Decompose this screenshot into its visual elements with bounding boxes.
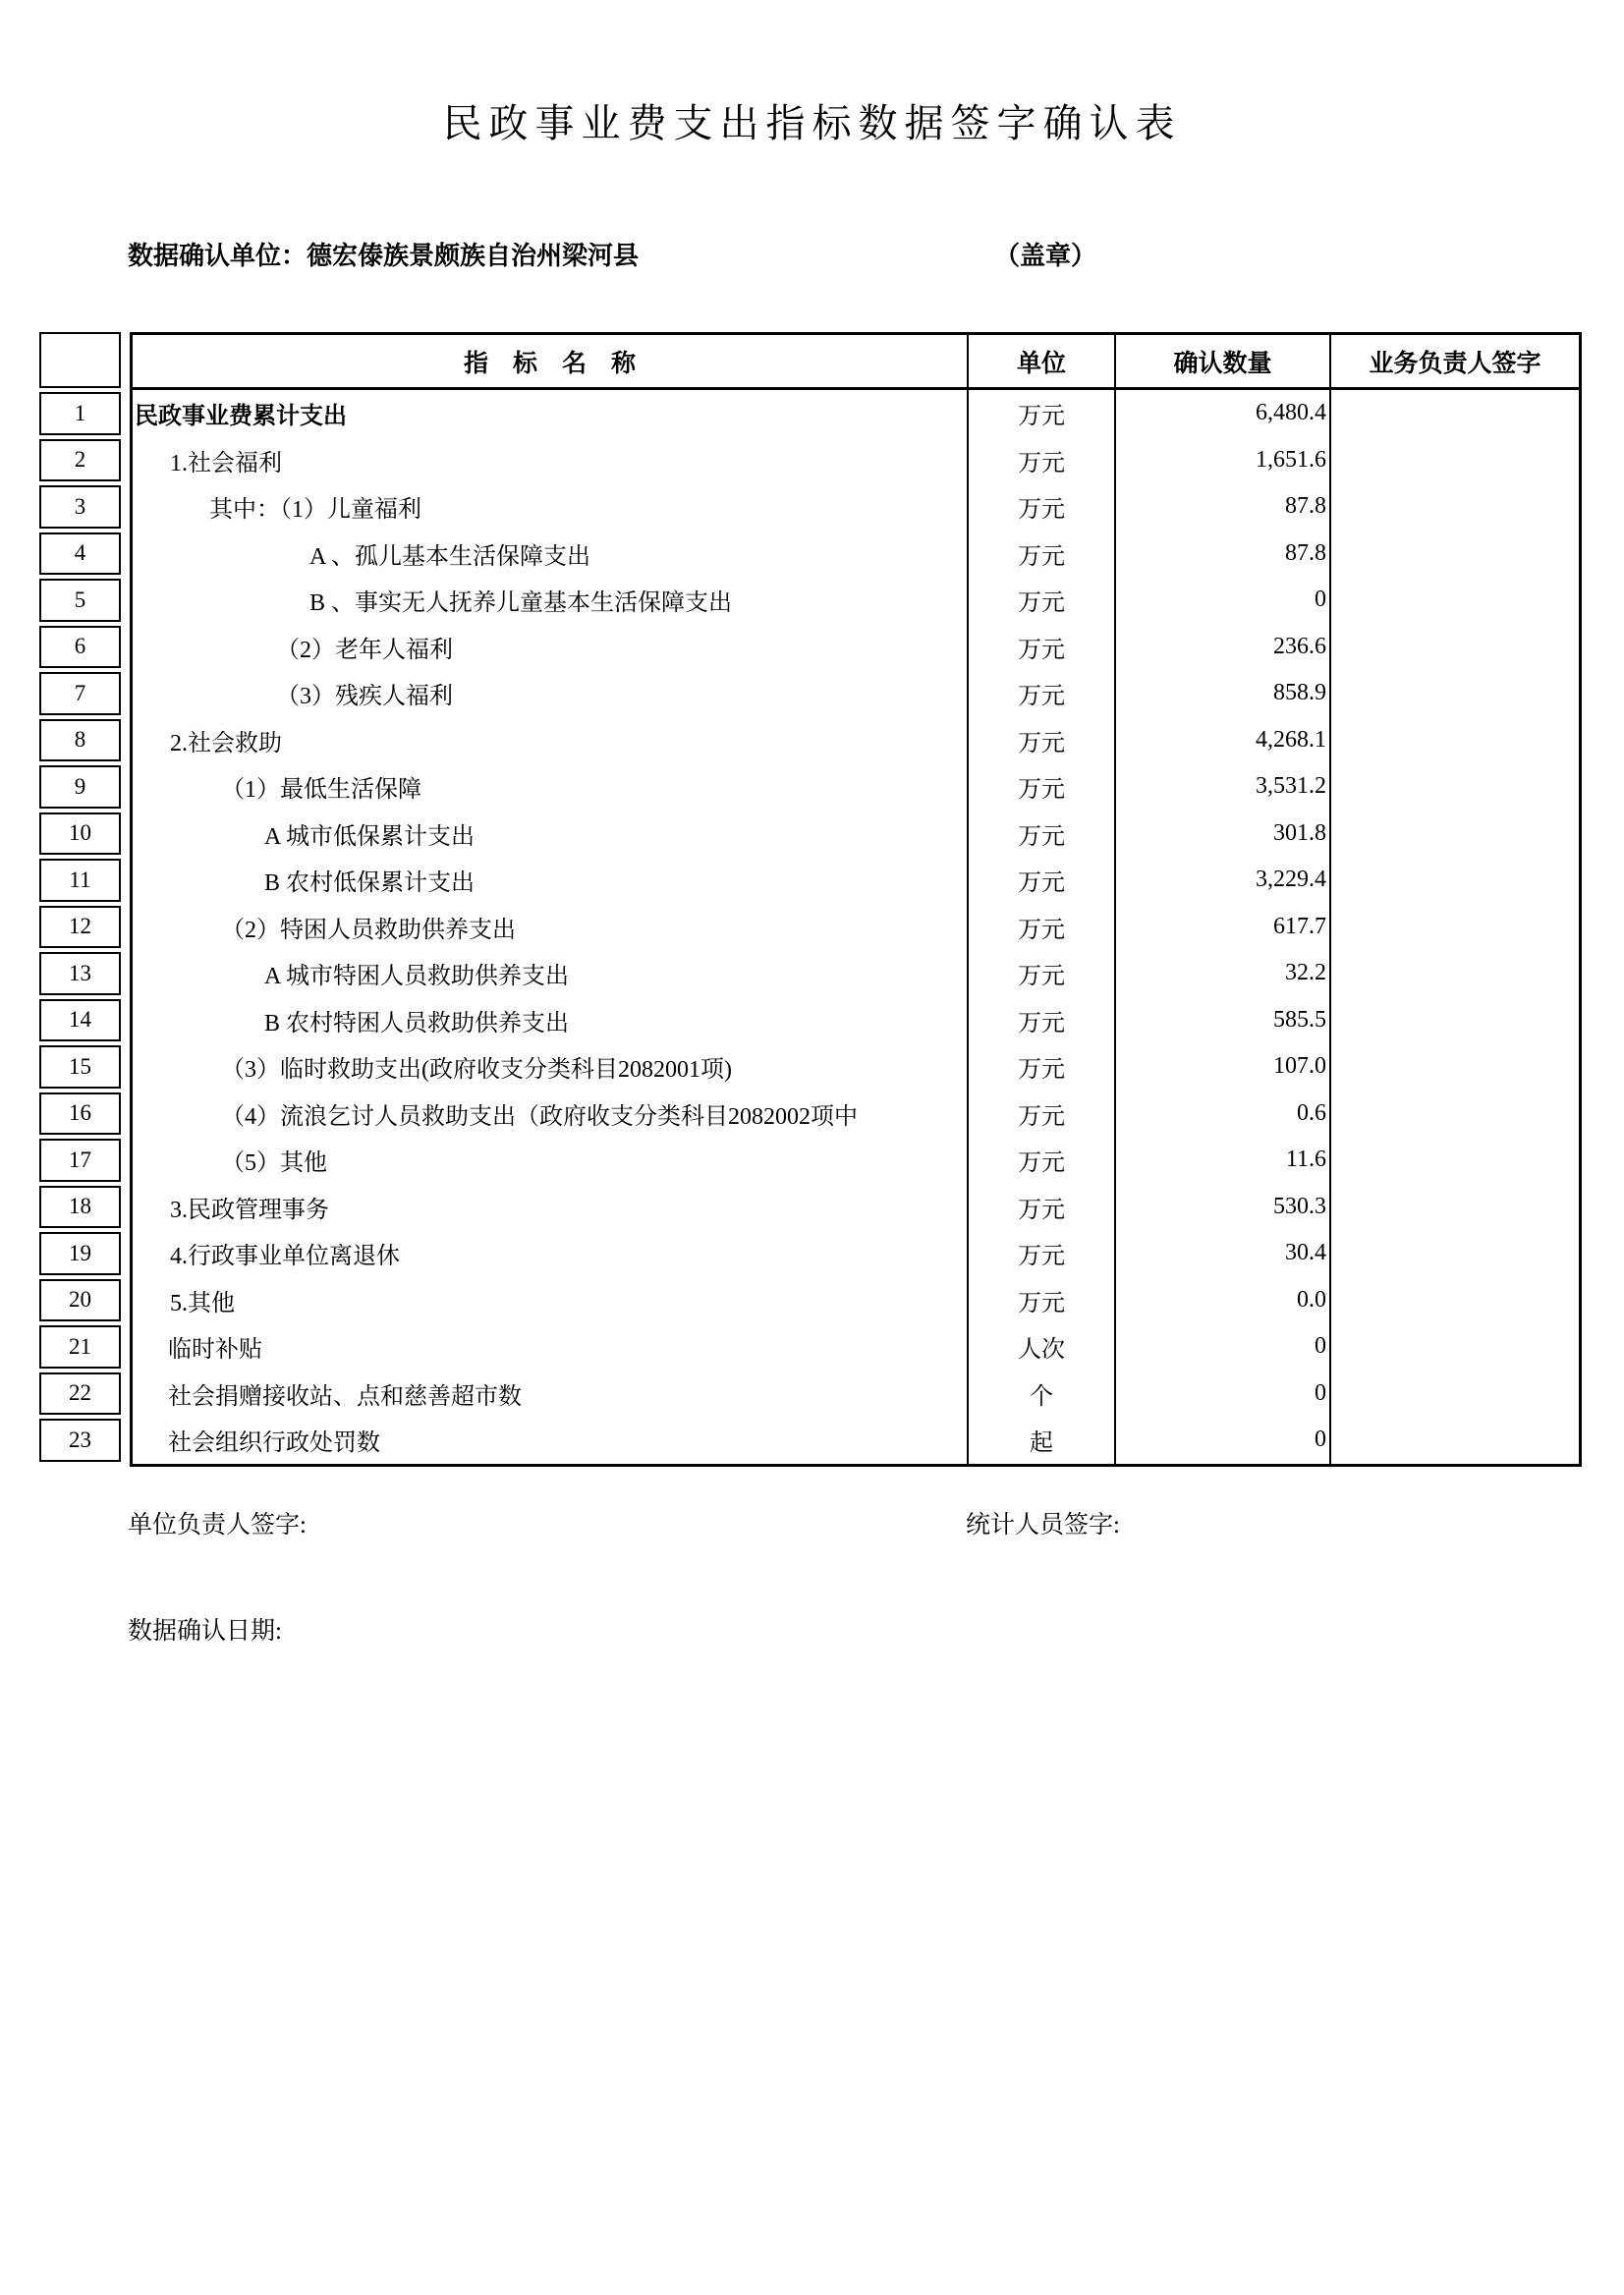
row-number: 4 [39,532,121,576]
row-number: 22 [39,1372,121,1416]
row-number: 5 [39,579,121,622]
quantity-cell: 858.9 [1273,680,1326,706]
quantity-cell: 11.6 [1285,1147,1326,1173]
header-quantity: 确认数量 [1116,335,1331,387]
quantity-cell: 87.8 [1285,493,1326,520]
row-number: 15 [39,1045,121,1089]
unit-leader-signature-label: 单位负责人签字: [128,1512,307,1539]
unit-cell: 万元 [1018,1057,1065,1084]
quantity-cell: 0 [1315,1427,1326,1453]
row-number: 12 [39,906,121,949]
unit-cell: 万元 [1018,497,1065,524]
confirm-unit-label: 数据确认单位： [128,242,308,270]
quantity-cell: 4,268.1 [1256,726,1326,753]
indicator-name-column [133,390,969,1464]
unit-cell: 万元 [1018,777,1065,804]
quantity-cell: 0 [1315,587,1326,613]
unit-cell: 万元 [1018,1010,1065,1036]
quantity-cell: 530.3 [1273,1193,1326,1219]
indicator-name-cell: 1.社会福利 [170,450,282,476]
unit-cell: 万元 [1018,823,1065,850]
row-number-header-cell [39,332,121,388]
quantity-column [1116,390,1331,1464]
quantity-cell: 3,531.2 [1256,773,1326,800]
confirm-unit-value: 德宏傣族景颇族自治州梁河县 [307,242,640,270]
confirm-unit-line [128,236,639,272]
row-number: 6 [39,626,121,669]
indicator-name-cell: （2）老年人福利 [276,637,453,663]
quantity-cell: 585.5 [1273,1006,1326,1033]
header-unit: 单位 [969,335,1116,387]
quantity-cell: 0 [1315,1333,1326,1360]
quantity-cell: 30.4 [1285,1240,1326,1266]
quantity-cell: 32.2 [1285,960,1326,986]
row-number: 19 [39,1232,121,1275]
seal-label: （盖章） [994,242,1097,270]
unit-cell: 万元 [1018,1244,1065,1270]
table-main [130,332,1582,1467]
unit-cell: 万元 [1018,1150,1065,1177]
unit-cell: 万元 [1018,637,1065,663]
quantity-cell: 236.6 [1273,633,1326,659]
unit-cell: 万元 [1018,450,1065,476]
row-number-cells [39,392,121,1462]
indicator-name-cell: （3）临时救助支出(政府收支分类科目2082001项) [221,1057,732,1084]
quantity-cell: 3,229.4 [1256,867,1326,893]
row-number: 2 [39,439,121,482]
quantity-cell: 0.6 [1297,1099,1326,1126]
unit-cell: 万元 [1018,1103,1065,1130]
quantity-cell: 0.0 [1297,1286,1326,1313]
unit-cell: 万元 [1018,404,1065,430]
row-number: 23 [39,1419,121,1462]
quantity-cell: 87.8 [1285,539,1326,566]
row-number: 9 [39,765,121,809]
indicator-name-cell: 4.行政事业单位离退休 [170,1244,400,1270]
row-number: 21 [39,1325,121,1369]
unit-cell: 万元 [1018,684,1065,710]
row-number: 1 [39,392,121,435]
confirm-date-label: 数据确认日期: [128,1618,282,1645]
unit-cell: 万元 [1018,917,1065,943]
quantity-cell: 301.8 [1273,819,1326,846]
unit-cell: 万元 [1018,1290,1065,1316]
unit-cell: 万元 [1018,870,1065,897]
indicator-name-cell: 其中：（1）儿童福利 [209,497,421,524]
row-number: 18 [39,1186,121,1229]
indicator-name-cell: （2）特困人员救助供养支出 [221,917,516,943]
unit-cell: 万元 [1018,730,1065,756]
unit-cell: 万元 [1018,543,1065,570]
indicator-name-cell: （4）流浪乞讨人员救助支出（政府收支分类科目2082002项中 [221,1103,858,1130]
quantity-cell: 6,480.4 [1256,400,1326,426]
indicator-name-cell: A 城市低保累计支出 [264,823,476,850]
unit-cell: 万元 [1018,1197,1065,1223]
indicator-name-cell: B 农村低保累计支出 [264,870,476,897]
row-number: 10 [39,812,121,856]
row-number: 8 [39,719,121,762]
indicator-name-cell: （5）其他 [221,1150,327,1177]
row-number: 11 [39,859,121,902]
indicator-name-cell: 民政事业费累计支出 [135,404,347,430]
indicator-table [39,332,1582,1472]
signer-empty-cell [1331,390,1579,1464]
indicator-name-cell: 5.其他 [170,1290,235,1316]
table-body [133,390,1579,1464]
quantity-cell: 617.7 [1273,913,1326,939]
header-signer: 业务负责人签字 [1369,350,1541,377]
row-number: 17 [39,1139,121,1182]
indicator-name-cell: 临时补贴 [168,1337,262,1364]
quantity-cell: 1,651.6 [1256,446,1326,473]
indicator-name-cell: 3.民政管理事务 [170,1197,329,1223]
header-indicator-name: 指 标 名 称 [133,335,969,387]
row-number: 16 [39,1092,121,1136]
indicator-name-cell: （1）最低生活保障 [221,777,421,804]
indicator-name-cell: A 城市特困人员救助供养支出 [264,964,570,990]
row-number: 3 [39,485,121,529]
unit-cell: 万元 [1018,590,1065,617]
indicator-name-cell: A 、孤儿基本生活保障支出 [309,543,591,570]
indicator-name-cell: 社会捐赠接收站、点和慈善超市数 [168,1383,522,1410]
row-number: 14 [39,999,121,1042]
indicator-name-cell: B 、事实无人抚养儿童基本生活保障支出 [309,590,733,617]
statistician-signature-label: 统计人员签字: [966,1512,1120,1539]
row-number: 7 [39,672,121,715]
unit-cell: 万元 [1018,964,1065,990]
row-number: 13 [39,952,121,995]
unit-column [969,390,1116,1464]
unit-cell: 起 [1030,1430,1053,1457]
page-title: 民政事业费支出指标数据签字确认表 [442,101,1182,145]
indicator-name-cell: B 农村特困人员救助供养支出 [264,1010,570,1036]
indicator-name-cell: 2.社会救助 [170,730,282,756]
row-number-column [39,332,121,1466]
indicator-name-cell: 社会组织行政处罚数 [168,1430,380,1457]
quantity-cell: 0 [1315,1379,1326,1406]
unit-cell: 人次 [1018,1337,1065,1364]
unit-cell: 个 [1030,1383,1053,1410]
table-header-row [133,335,1579,390]
quantity-cell: 107.0 [1273,1053,1326,1080]
row-number: 20 [39,1279,121,1322]
indicator-name-cell: （3）残疾人福利 [276,684,453,710]
